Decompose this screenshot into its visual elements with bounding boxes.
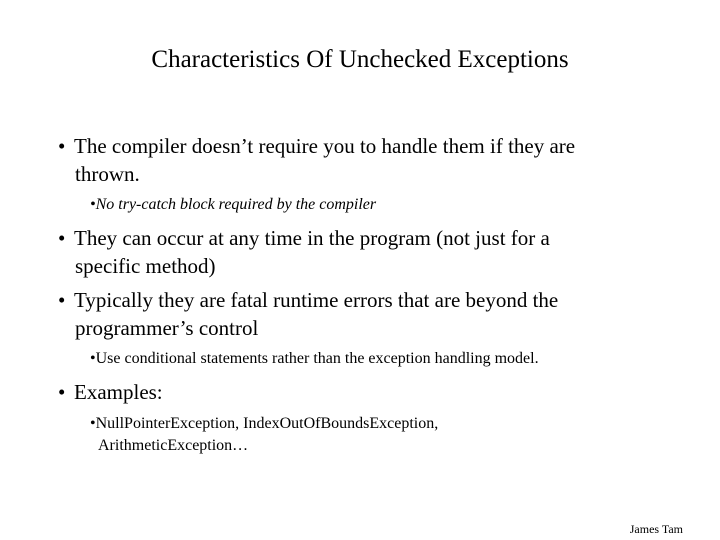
bullet-compiler bbox=[58, 132, 678, 188]
author-footer: James Tam bbox=[629, 522, 683, 536]
sub-bullet-examples-list bbox=[90, 413, 690, 457]
bullet-any-time bbox=[58, 224, 678, 280]
sub-bullet-text: Use conditional statements rather than the exception handling model. bbox=[95, 350, 539, 367]
sub-bullet-text-continued: ArithmeticException… bbox=[98, 437, 249, 454]
bullet-marker: • bbox=[58, 380, 66, 404]
bullet-text: Typically they are fatal runtime errors that are beyond the bbox=[74, 288, 559, 312]
sub-bullet-conditional bbox=[90, 348, 690, 370]
sub-bullet-text: NullPointerException, IndexOutOfBoundsException, bbox=[95, 415, 439, 432]
sub-bullet-try-catch bbox=[90, 194, 690, 216]
bullet-text-continued: specific method) bbox=[75, 254, 216, 278]
bullet-marker: • bbox=[58, 226, 66, 250]
bullet-examples bbox=[58, 378, 678, 406]
slide-title: Characteristics Of Unchecked Exceptions bbox=[151, 46, 569, 73]
bullet-text-continued: thrown. bbox=[75, 162, 140, 186]
sub-bullet-marker: • bbox=[90, 350, 96, 367]
sub-bullet-marker: • bbox=[90, 415, 96, 432]
bullet-text-continued: programmer’s control bbox=[75, 316, 259, 340]
bullet-marker: • bbox=[58, 288, 66, 312]
bullet-text: They can occur at any time in the program (not just for a bbox=[74, 226, 550, 250]
bullet-marker: • bbox=[58, 134, 66, 158]
bullet-text: The compiler doesn’t require you to handle them if they are bbox=[74, 134, 576, 158]
sub-bullet-marker: • bbox=[90, 196, 96, 213]
bullet-fatal-errors bbox=[58, 286, 678, 342]
bullet-text: Examples: bbox=[74, 380, 163, 404]
sub-bullet-text: No try-catch block required by the compiler bbox=[95, 196, 377, 213]
